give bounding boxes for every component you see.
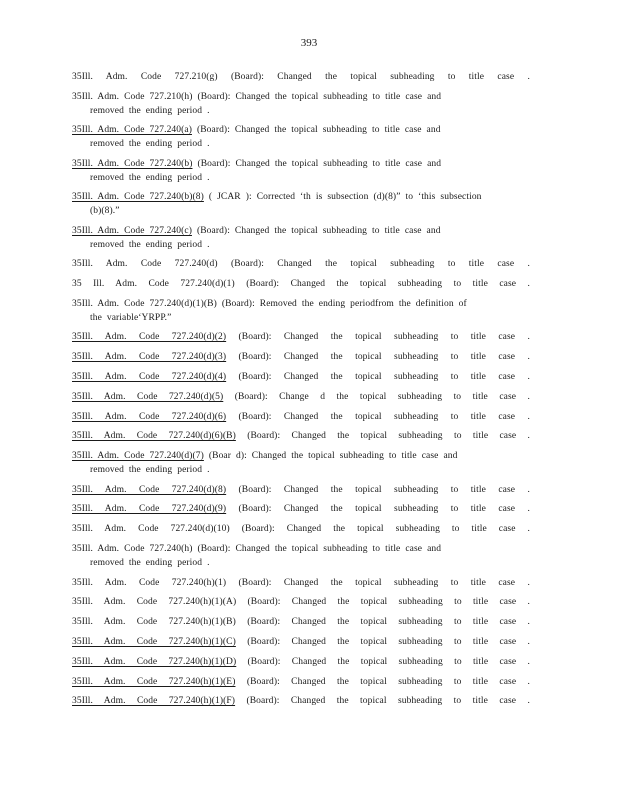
entry-citation: 35Ill. Adm. Code 727.240(b)(8) (72, 192, 204, 203)
change-entry (72, 542, 530, 570)
change-entry (72, 224, 530, 252)
entry-description: (Board): Changed the topical subheading to title case . (238, 352, 530, 363)
entry-first-line (72, 352, 530, 362)
entry-continuation: removed the ending period . (90, 465, 210, 476)
entry-citation: 35Ill. Adm. Code 727.240(d)(6)(B) (72, 431, 236, 442)
entry-citation: 35Ill. Adm. Code 727.240(d)(4) (72, 371, 227, 382)
entry-citation: 35Ill. Adm. Code 727.240(d)(10) (72, 524, 230, 535)
entry-description: (Board): Changed the topical subheading to title case . (230, 72, 530, 82)
entry-first-line (72, 259, 530, 269)
entry-citation: 35Ill. Adm. Code 727.240(h)(1)(A) (72, 597, 237, 608)
entry-first-line (72, 192, 482, 202)
entry-citation: 35Ill. Adm. Code 727.240(h)(1)(C) (72, 636, 236, 647)
change-entry (72, 483, 530, 497)
entry-description: (Board): Changed the topical subheading to title case . (238, 484, 530, 495)
page-number: 393 (300, 37, 318, 49)
entry-first-line (72, 677, 530, 687)
change-entry (72, 522, 530, 536)
entry-citation: 35Ill. Adm. Code 727.240(d)(1)(B) (72, 298, 217, 309)
change-entry (72, 694, 530, 708)
entry-continuation: (b)(8).” (90, 206, 120, 217)
entry-description: (Board): Changed the topical subheading to title case . (230, 259, 530, 270)
entry-description: (Board): Changed the topical subheading to title case and (197, 91, 442, 102)
entry-first-line (72, 617, 530, 627)
change-entry-list (72, 70, 530, 714)
entry-description: (Board): Changed the topical subheading to title case . (247, 656, 530, 667)
entry-description: (Board): Changed the topical subheading to title case and (197, 158, 442, 169)
entry-first-line (72, 226, 441, 236)
entry-first-line (72, 485, 530, 495)
change-entry (72, 370, 530, 384)
change-entry (72, 502, 530, 516)
entry-citation: 35Ill. Adm. Code 727.240(h)(1)(B) (72, 617, 236, 628)
entry-citation: 35Ill. Adm. Code 727.240(h)(1) (72, 577, 227, 588)
entry-first-line (72, 637, 530, 647)
entry-first-line (72, 544, 441, 554)
entry-description: (Board): Changed the topical subheading to title case . (238, 411, 530, 422)
entry-first-line (72, 696, 530, 706)
entry-first-line (72, 524, 530, 534)
entry-description: (Board): Changed the topical subheading to title case . (238, 332, 530, 343)
entry-first-line (72, 372, 530, 382)
entry-description: (Board): Changed the topical subheading to title case . (246, 279, 530, 290)
entry-first-line (72, 92, 441, 102)
entry-first-line (72, 657, 530, 667)
entry-description: (Board): Changed the topical subheading to title case . (238, 504, 530, 515)
entry-description: (Board): Removed the ending periodfrom the definition of (221, 298, 467, 309)
entry-first-line (72, 279, 530, 289)
entry-description: (Board): Changed the topical subheading to title case and (196, 225, 441, 236)
entry-description: ( JCAR ): Corrected ‘th is subsection (d)(8)” to ‘this subsection (208, 192, 482, 203)
change-entry (72, 675, 530, 689)
entry-description: (Board): Changed the topical subheading to title case . (247, 636, 530, 647)
change-entry (72, 410, 530, 424)
entry-citation: 35Ill. Adm. Code 727.240(d)(2) (72, 332, 227, 343)
entry-citation: 35Ill. Adm. Code 727.240(d)(3) (72, 352, 227, 363)
change-entry (72, 257, 530, 271)
entry-description: (Board): Changed the topical subheading to title case . (247, 597, 530, 608)
entry-citation: 35Ill. Adm. Code 727.240(a) (72, 125, 192, 136)
entry-first-line (72, 299, 467, 309)
entry-citation: 35Ill. Adm. Code 727.210(g) (72, 72, 218, 82)
change-entry (72, 655, 530, 669)
change-entry (72, 70, 530, 84)
entry-first-line (72, 125, 441, 135)
entry-description: (Board): Changed the topical subheading to title case and (197, 544, 442, 555)
entry-description: (Board): Change d the topical subheading to title case . (234, 391, 530, 402)
change-entry (72, 330, 530, 344)
entry-citation: 35 Ill. Adm. Code 727.240(d)(1) (72, 279, 235, 290)
change-entry (72, 297, 530, 325)
entry-citation: 35Ill. Adm. Code 727.240(b) (72, 158, 193, 169)
entry-citation: 35Ill. Adm. Code 727.240(h) (72, 544, 193, 555)
entry-description: (Board): Changed the topical subheading to title case and (196, 125, 441, 136)
change-entry (72, 615, 530, 629)
entry-description: (Board): Changed the topical subheading to title case . (238, 371, 530, 382)
entry-continuation: the variable‘YRPP.” (90, 312, 172, 323)
entry-description: (Board): Changed the topical subheading to title case . (246, 696, 530, 707)
entry-description: (Board): Changed the topical subheading to title case . (247, 617, 530, 628)
entry-continuation: removed the ending period . (90, 239, 210, 250)
entry-citation: 35Ill. Adm. Code 727.240(c) (72, 225, 192, 236)
entry-first-line (72, 597, 530, 607)
change-entry (72, 190, 530, 218)
change-entry (72, 390, 530, 404)
entry-citation: 35Ill. Adm. Code 727.240(d)(9) (72, 504, 227, 515)
entry-citation: 35Ill. Adm. Code 727.240(h)(1)(E) (72, 676, 236, 687)
change-entry (72, 123, 530, 151)
entry-continuation: removed the ending period . (90, 172, 210, 183)
entry-first-line (72, 159, 441, 169)
change-entry (72, 595, 530, 609)
entry-citation: 35Ill. Adm. Code 727.240(h)(1)(D) (72, 656, 237, 667)
entry-first-line (72, 412, 530, 422)
entry-description: (Board): Changed the topical subheading to title case . (241, 524, 530, 535)
entry-description: (Board): Changed the topical subheading to title case . (238, 577, 530, 588)
entry-first-line (72, 504, 530, 514)
change-entry (72, 350, 530, 364)
change-entry (72, 576, 530, 590)
entry-citation: 35Ill. Adm. Code 727.240(h)(1)(F) (72, 696, 236, 707)
entry-citation: 35Ill. Adm. Code 727.210(h) (72, 91, 193, 102)
entry-citation: 35Ill. Adm. Code 727.240(d)(6) (72, 411, 227, 422)
entry-first-line (72, 451, 457, 461)
change-entry (72, 277, 530, 291)
change-entry (72, 635, 530, 649)
entry-description: (Board): Changed the topical subheading to title case . (246, 676, 530, 687)
entry-first-line (72, 332, 530, 342)
entry-description: (Boar d): Changed the topical subheading to title case and (208, 451, 458, 462)
change-entry (72, 90, 530, 118)
entry-first-line (72, 72, 530, 82)
entry-citation: 35Ill. Adm. Code 727.240(d)(7) (72, 451, 204, 462)
entry-citation: 35Ill. Adm. Code 727.240(d)(5) (72, 391, 224, 402)
entry-continuation: removed the ending period . (90, 105, 210, 116)
entry-first-line (72, 431, 530, 441)
entry-description: (Board): Changed the topical subheading to title case . (247, 431, 530, 442)
entry-first-line (72, 578, 530, 588)
entry-citation: 35Ill. Adm. Code 727.240(d)(8) (72, 484, 227, 495)
change-entry (72, 157, 530, 185)
entry-first-line (72, 392, 530, 402)
change-entry (72, 429, 530, 443)
entry-citation: 35Ill. Adm. Code 727.240(d) (72, 259, 218, 270)
entry-continuation: removed the ending period . (90, 139, 210, 150)
change-entry (72, 449, 530, 477)
entry-continuation: removed the ending period . (90, 558, 210, 569)
